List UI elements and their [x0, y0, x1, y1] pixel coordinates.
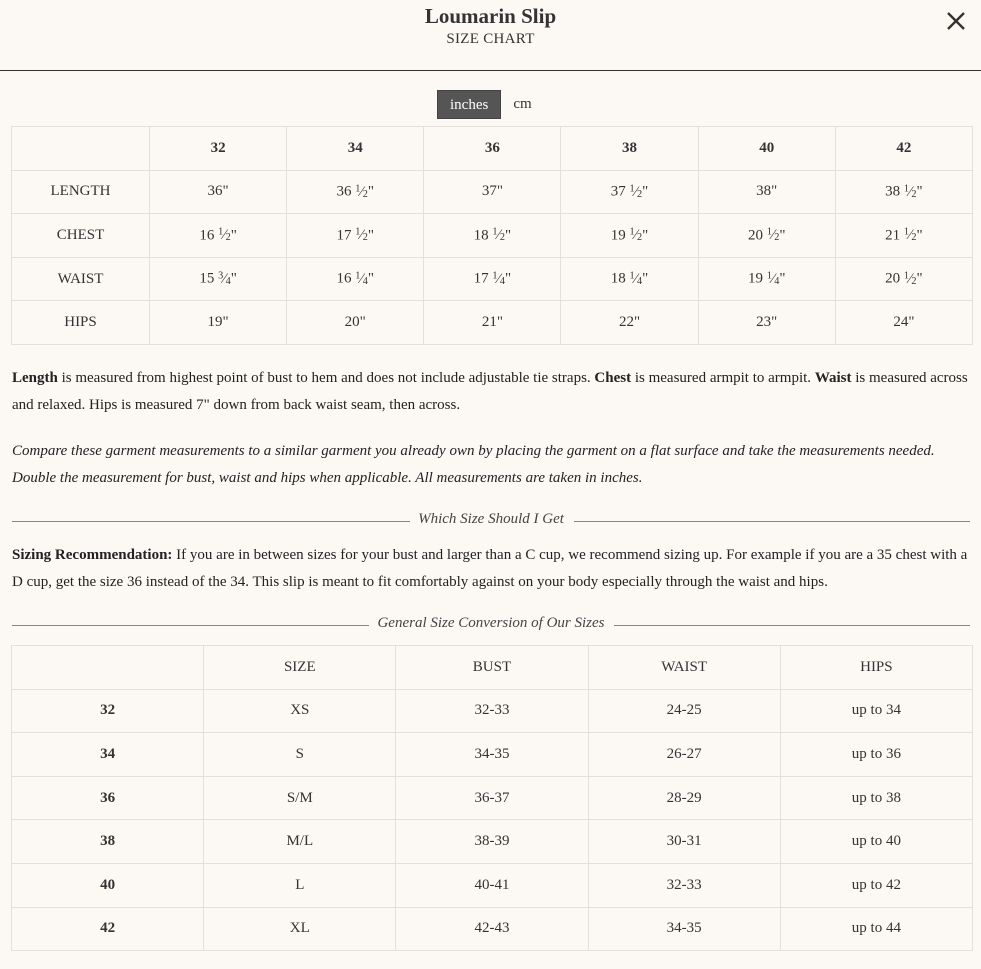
conversion-value: up to 38: [780, 776, 972, 820]
conversion-value: 34-35: [588, 907, 780, 951]
size-conversion-table: [11, 645, 973, 951]
conversion-row: [12, 863, 973, 907]
measurement-label: LENGTH: [12, 170, 150, 214]
size-column-header: 38: [561, 127, 698, 171]
size-column-header: 40: [698, 127, 835, 171]
conversion-value: XS: [204, 689, 396, 733]
conversion-heading: General Size Conversion of Our Sizes: [369, 615, 612, 631]
measurement-value: 22": [561, 301, 698, 345]
corner-cell: [12, 127, 150, 171]
size-column-header: 42: [835, 127, 972, 171]
conversion-value: 34-35: [396, 733, 588, 777]
conversion-value: 30-31: [588, 820, 780, 864]
measurement-value: 16 $^1⁄_2$": [150, 214, 287, 258]
size-header-row: [12, 127, 973, 171]
measurement-value: 20 $^1⁄_2$": [698, 214, 835, 258]
recommendation-text: If you are in between sizes for your bust and larger than a C cup, we recommend sizing up. For example if you are a 35 chest with a D cup, get the size 36 instead of the 34. This slip is meant to fit comfortably against on your body especially through the waist and hips.: [12, 547, 968, 590]
conversion-size-label: 42: [12, 907, 204, 951]
measurement-value: 24": [835, 301, 972, 345]
measurement-value: 37": [424, 170, 561, 214]
conversion-value: 24-25: [588, 689, 780, 733]
measurement-label: CHEST: [12, 214, 150, 258]
conversion-value: 32-33: [588, 863, 780, 907]
measurement-value: 18 $^1⁄_4$": [561, 257, 698, 301]
close-icon: [941, 6, 971, 36]
conversion-size-label: 38: [12, 820, 204, 864]
conversion-value: S: [204, 733, 396, 777]
size-chart-subtitle: SIZE CHART: [446, 31, 535, 47]
conversion-value: up to 44: [780, 907, 972, 951]
measurement-value: 17 $^1⁄_4$": [424, 257, 561, 301]
conversion-value: S/M: [204, 776, 396, 820]
size-column-header: 34: [287, 127, 424, 171]
conversion-value: 40-41: [396, 863, 588, 907]
conversion-value: up to 42: [780, 863, 972, 907]
which-size-divider: [12, 511, 970, 531]
length-description: is measured from highest point of bust to hem and does not include adjustable tie straps.: [57, 370, 595, 386]
measurement-value: 21 $^1⁄_2$": [835, 214, 972, 258]
conversion-row: [12, 820, 973, 864]
conversion-value: L: [204, 863, 396, 907]
measurement-value: 38 $^1⁄_2$": [835, 170, 972, 214]
measurement-value: 16 $^1⁄_4$": [287, 257, 424, 301]
measurement-value: 36 $^1⁄_2$": [287, 170, 424, 214]
compare-note: Compare these garment measurements to a similar garment you already own by placing the garment on a flat surface and take the measurements needed. Double the measurement for bust, waist and hips when applicable. All measurements are taken in inches.: [12, 443, 935, 486]
conversion-value: up to 40: [780, 820, 972, 864]
close-button[interactable]: [941, 6, 971, 36]
measurement-notes: [12, 365, 974, 419]
conversion-value: M/L: [204, 820, 396, 864]
conversion-value: 36-37: [396, 776, 588, 820]
conversion-value: 38-39: [396, 820, 588, 864]
conversion-value: 42-43: [396, 907, 588, 951]
conversion-value: 28-29: [588, 776, 780, 820]
conversion-size-label: 40: [12, 863, 204, 907]
conversion-column-header: [12, 646, 204, 690]
recommendation-term: Sizing Recommendation:: [12, 547, 173, 563]
conversion-header-row: [12, 646, 973, 690]
conversion-value: up to 36: [780, 733, 972, 777]
measurement-value: 19 $^1⁄_4$": [698, 257, 835, 301]
measurement-row: [12, 257, 973, 301]
measurement-row: [12, 301, 973, 345]
chest-term: Chest: [594, 370, 632, 386]
conversion-size-label: 32: [12, 689, 204, 733]
measurement-value: 36": [150, 170, 287, 214]
modal-header: [0, 0, 981, 71]
measurement-value: 18 $^1⁄_2$": [424, 214, 561, 258]
measurement-row: [12, 214, 973, 258]
measurement-value: 21": [424, 301, 561, 345]
conversion-row: [12, 733, 973, 777]
inches-button[interactable]: inches: [437, 90, 501, 119]
cm-button[interactable]: cm: [513, 96, 532, 112]
conversion-column-header: HIPS: [780, 646, 972, 690]
measurement-value: 20": [287, 301, 424, 345]
measurement-value: 20 $^1⁄_2$": [835, 257, 972, 301]
size-column-header: 32: [150, 127, 287, 171]
conversion-value: 26-27: [588, 733, 780, 777]
length-term: Length: [12, 370, 58, 386]
measurement-value: 23": [698, 301, 835, 345]
measurement-value: 19 $^1⁄_2$": [561, 214, 698, 258]
conversion-divider: [12, 615, 970, 635]
size-measurement-table: [11, 126, 973, 345]
chest-description: is measured armpit to armpit.: [631, 370, 815, 386]
waist-term: Waist: [814, 370, 852, 386]
measurement-value: 17 $^1⁄_2$": [287, 214, 424, 258]
conversion-value: up to 34: [780, 689, 972, 733]
waist-description: is measured across and relaxed. Hips is measured 7" down from back waist seam, then across.: [12, 370, 968, 413]
measurement-label: WAIST: [12, 257, 150, 301]
measurement-value: 38": [698, 170, 835, 214]
conversion-column-header: BUST: [396, 646, 588, 690]
measurement-row: [12, 170, 973, 214]
measurement-value: 37 $^1⁄_2$": [561, 170, 698, 214]
size-column-header: 36: [424, 127, 561, 171]
conversion-column-header: WAIST: [588, 646, 780, 690]
sizing-recommendation: [12, 542, 974, 596]
conversion-row: [12, 776, 973, 820]
conversion-row: [12, 689, 973, 733]
conversion-value: XL: [204, 907, 396, 951]
conversion-size-label: 34: [12, 733, 204, 777]
conversion-row: [12, 907, 973, 951]
measurement-value: 15 $^3⁄_4$": [150, 257, 287, 301]
conversion-value: 32-33: [396, 689, 588, 733]
which-size-heading: Which Size Should I Get: [410, 511, 572, 527]
conversion-column-header: SIZE: [204, 646, 396, 690]
measurement-value: 19": [150, 301, 287, 345]
unit-toggle: [437, 90, 544, 119]
measurement-label: HIPS: [12, 301, 150, 345]
conversion-size-label: 36: [12, 776, 204, 820]
product-title: Loumarin Slip: [424, 4, 557, 28]
